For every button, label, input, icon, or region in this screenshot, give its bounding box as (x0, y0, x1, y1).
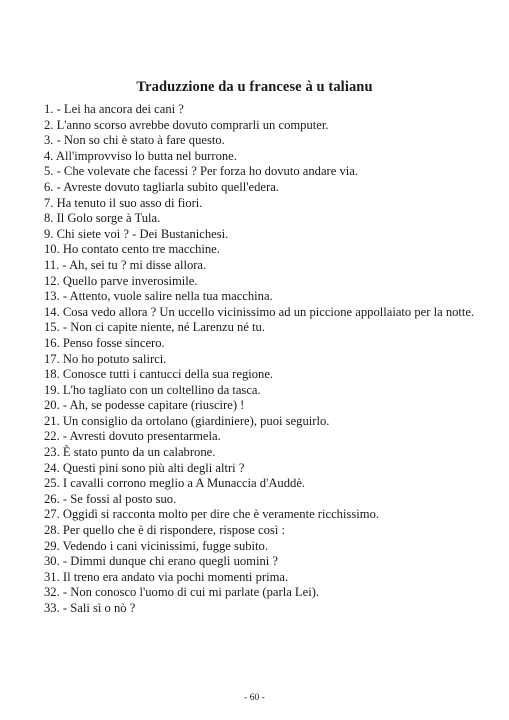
list-item: 25. I cavalli corrono meglio a A Munaccia d'Auddè. (44, 476, 306, 491)
list-item: 33. - Sali sì o nò ? (44, 601, 136, 615)
list-item: 12. Quello parve inverosimile. (44, 273, 198, 288)
list-item: 28. Per quello che è di rispondere, rispose così : (44, 523, 285, 538)
list-item: 9. Chi siete voi ? - Dei Bustanichesi. (44, 226, 229, 241)
list-item: 27. Oggidì si racconta molto per dire che è veramente ricchissimo. (44, 507, 380, 522)
list-item: 16. Penso fosse sincero. (44, 335, 165, 350)
list-item: 1. - Lei ha ancora dei cani ? (44, 102, 184, 116)
list-item: 26. - Se fossi al posto suo. (44, 491, 177, 506)
list-item: 31. Il treno era andato via pochi momenti prima. (44, 569, 289, 584)
list-item: 15. - Non ci capite niente, né Larenzu né tu. (44, 320, 265, 335)
list-item: 14. Cosa vedo allora ? Un uccello vicinissimo ad un piccione appollaiato per la notte. (44, 304, 475, 319)
list-item: 20. - Ah, se podesse capitare (riuscire) ! (44, 398, 245, 413)
list-item: 4. All'improvviso lo butta nel burrone. (44, 148, 237, 163)
list-item: 13. - Attento, vuole salire nella tua macchina. (44, 289, 273, 304)
page-title: Traduzzione da u francese à u talianu (136, 79, 373, 95)
page-number: - 60 - (244, 693, 265, 703)
list-item: 10. Ho contato cento tre macchine. (44, 242, 220, 257)
list-item: 18. Conosce tutti i cantucci della sua regione. (44, 367, 274, 382)
list-item: 22. - Avresti dovuto presentarmela. (44, 429, 221, 444)
list-item: 19. L'ho tagliato con un coltellino da tasca. (44, 382, 261, 397)
list-item: 30. - Dimmi dunque chi erano quegli uomini ? (44, 554, 278, 569)
list-item: 24. Questi pini sono più alti degli altri ? (44, 460, 245, 475)
list-item: 21. Un consiglio da ortolano (giardiniere), puoi seguirlo. (44, 413, 330, 428)
list-item: 7. Ha tenuto il suo asso di fiori. (44, 195, 203, 210)
list-item: 32. - Non conosco l'uomo di cui mi parlate (parla Lei). (44, 585, 320, 600)
list-item: 29. Vedendo i cani vicinissimi, fugge subito. (44, 538, 268, 553)
list-item: 6. - Avreste dovuto tagliarla subito quell'edera. (44, 179, 279, 194)
list-item: 23. È stato punto da un calabrone. (44, 445, 216, 460)
list-item: 8. Il Golo sorge à Tula. (44, 211, 161, 226)
list-item: 11. - Ah, sei tu ? mi disse allora. (44, 257, 207, 272)
list-item: 2. L'anno scorso avrebbe dovuto comprarli un computer. (44, 117, 329, 132)
list-item: 5. - Che volevate che facessi ? Per forza ho dovuto andare via. (44, 164, 359, 179)
list-item: 17. No ho potuto salirci. (44, 351, 167, 366)
list-item: 3. - Non so chi è stato à fare questo. (44, 133, 225, 148)
sentence-list (44, 102, 476, 617)
